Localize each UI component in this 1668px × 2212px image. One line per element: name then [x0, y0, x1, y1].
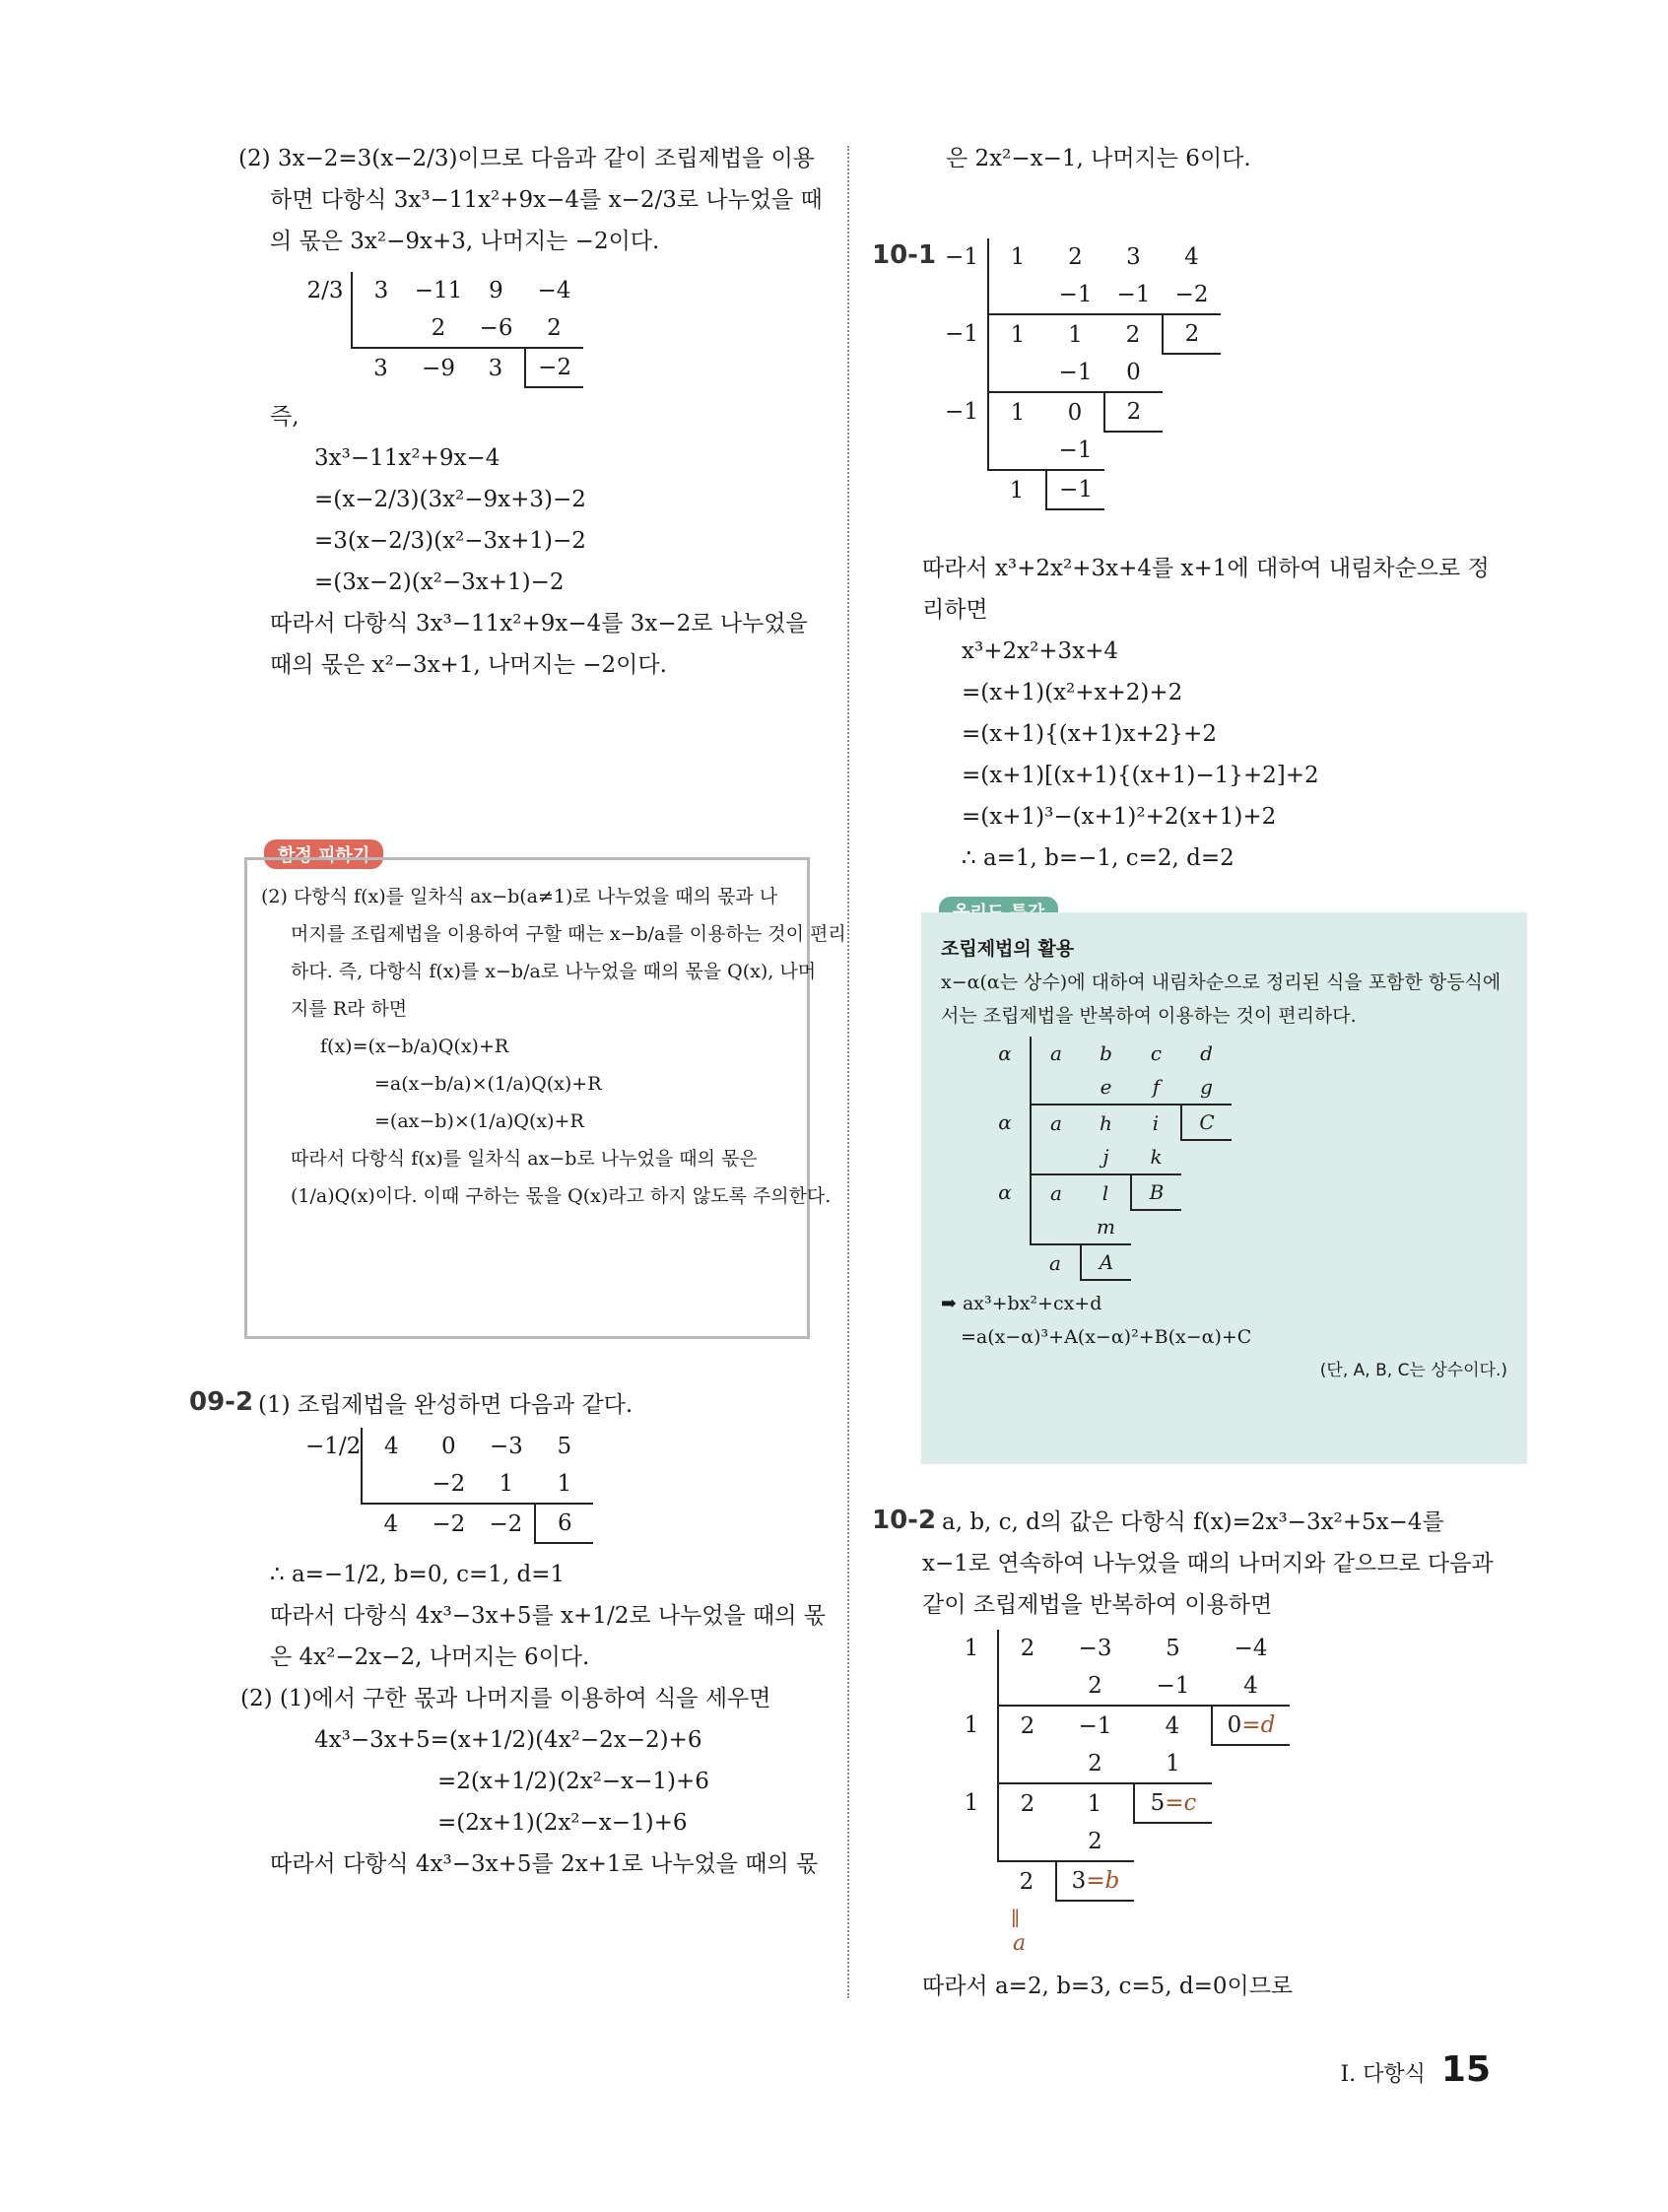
tip-sd-cell: f: [1131, 1070, 1181, 1105]
q09-after-2: 따라서 다항식 4x³−3x+5를 x+1/2로 나누었을 때의 몫: [270, 1603, 826, 1629]
tip-text-2: 서는 조립제법을 반복하여 이용하는 것이 편리하다.: [941, 1005, 1357, 1027]
q10-2-line: x−1로 연속하여 나누었을 때의 나머지와 같으므로 다음과: [922, 1551, 1494, 1576]
sd1-cell: −11: [414, 278, 463, 303]
sd3-cell: −1: [1046, 432, 1104, 470]
warn-line-6: =a(x−b/a)×(1/a)Q(x)+R: [374, 1073, 602, 1095]
sd1-cell: −6: [467, 309, 525, 348]
tip-synthetic-division: [980, 1037, 1232, 1281]
sd2-cell: [362, 1465, 420, 1504]
q10-1-line: x³+2x²+3x+4: [962, 638, 1119, 664]
sd2-cell: 1: [535, 1465, 593, 1504]
sd4-remainder-value: 3: [1071, 1868, 1087, 1894]
sd3-cell: −1: [1046, 276, 1104, 314]
sd3-divisor: −1: [945, 321, 978, 347]
sd2-cell: 0: [440, 1434, 456, 1459]
jeuk: 즉,: [270, 404, 300, 430]
right-top-line: 은 2x²−x−1, 나머지는 6이다.: [946, 146, 1251, 171]
tip-sd-cell: α: [998, 1110, 1012, 1134]
tip-sd-cell: m: [1081, 1210, 1131, 1244]
sd2-cell: 5: [557, 1434, 572, 1459]
tip-sd-cell: l: [1101, 1180, 1109, 1205]
sd4-label-c: =c: [1165, 1790, 1197, 1816]
sd3-cell: −2: [1163, 276, 1221, 314]
q09-after-1: ∴ a=−1/2, b=0, c=1, d=1: [270, 1562, 566, 1587]
sd4-cell: 4: [1212, 1667, 1290, 1706]
sd1-cell: −9: [422, 355, 455, 381]
sd3-cell: −1: [1104, 276, 1163, 314]
q10-1-line: =(x+1)(x²+x+2)+2: [962, 680, 1183, 705]
sd4-label-b: =b: [1086, 1868, 1120, 1894]
q09-after-5: 4x³−3x+5=(x+1/2)(4x²−2x−2)+6: [314, 1727, 702, 1753]
sd1-remainder: −2: [525, 348, 583, 387]
q10-1-line: =(x+1)[(x+1){(x+1)−1}+2]+2: [962, 763, 1319, 788]
sd4-cell: 4: [1165, 1712, 1180, 1739]
conclude-1: 따라서 다항식 3x³−11x²+9x−4를 3x−2로 나누었을: [270, 611, 808, 637]
sd2-cell: −2: [420, 1465, 477, 1504]
q10-2-line: a, b, c, d의 값은 다항식 f(x)=2x³−3x²+5x−4를: [942, 1509, 1444, 1535]
tip-sd-cell: a: [1031, 1105, 1081, 1140]
problem-tag-10-2: 10-2: [872, 1506, 937, 1535]
sd4-remainder-b: [1056, 1861, 1134, 1901]
sd1-cell: 3: [488, 355, 503, 381]
sd3-divisor: −1: [945, 399, 978, 425]
left-column: [240, 138, 822, 686]
sd3-cell: 0: [1067, 399, 1083, 426]
q09-after-7: =(2x+1)(2x²−x−1)+6: [437, 1810, 688, 1836]
sd4-cell: 2: [1056, 1745, 1134, 1783]
sd4-divisor: 1: [964, 1790, 979, 1816]
sd4-cell: 2: [998, 1706, 1056, 1745]
sd1-cell: −4: [537, 278, 571, 303]
sd4-cell: 2: [1056, 1667, 1134, 1706]
page-footer: [1340, 2049, 1491, 2090]
sd4-cell: −1: [1078, 1712, 1112, 1739]
q10-1-line: =(x+1)³−(x+1)²+2(x+1)+2: [962, 804, 1277, 830]
sd4-divisor: 1: [964, 1636, 979, 1661]
sd3-cell: 1: [988, 392, 1046, 432]
tip-result-2: =a(x−α)³+A(x−α)²+B(x−α)+C: [961, 1326, 1252, 1348]
sd4-cell: −3: [1078, 1636, 1112, 1661]
warn-line-2: 머지를 조립제법을 이용하여 구할 때는 x−b/a를 이용하는 것이 편리: [291, 923, 846, 945]
column-divider: [847, 146, 849, 1998]
tip-sd-cell: i: [1152, 1110, 1160, 1135]
tip-sd-cell: c: [1150, 1041, 1163, 1065]
sd4-label-a: a: [1013, 1931, 1027, 1956]
sd2-cell: −2: [432, 1510, 466, 1537]
tip-sd-cell: a: [1031, 1037, 1081, 1070]
synthetic-division-2: [305, 1428, 593, 1544]
tip-text-1: x−α(α는 상수)에 대하여 내림차순으로 정리된 식을 포함한 항등식에: [941, 972, 1501, 993]
synthetic-division-1: [300, 272, 583, 388]
q10-2-text: [867, 1502, 1507, 1626]
synthetic-division-4: [946, 1630, 1290, 1902]
chapter-label: Ⅰ. 다항식: [1340, 2062, 1426, 2087]
sd3-remainder: 2: [1104, 392, 1163, 432]
sd1-cell: 2: [410, 309, 467, 348]
sd2-cell: 4: [383, 1510, 399, 1537]
warning-badge: 함정 피하기: [264, 839, 383, 869]
q09-2-block: [240, 1384, 826, 1885]
sd4-cell: 1: [1134, 1745, 1212, 1783]
sd4-cell: −1: [1134, 1667, 1212, 1706]
warn-line-4: 지를 R라 하면: [291, 998, 408, 1020]
sd3-remainder: −1: [1046, 470, 1104, 509]
warn-line-7: =(ax−b)×(1/a)Q(x)+R: [374, 1110, 584, 1132]
q09-after-8: 따라서 다항식 4x³−3x+5를 2x+1로 나누었을 때의 몫: [270, 1851, 819, 1877]
conclude-2: 때의 몫은 x²−3x+1, 나머지는 −2이다.: [270, 652, 667, 678]
sd4-remainder-value: 5: [1150, 1790, 1166, 1816]
derive-4: =(3x−2)(x²−3x+1)−2: [314, 570, 565, 595]
sd3-cell: 1: [1068, 321, 1083, 348]
derive-3: =3(x−2/3)(x²−3x+1)−2: [314, 528, 586, 554]
derive-2: =(x−2/3)(3x²−9x+3)−2: [314, 487, 586, 512]
sd4-cell: −4: [1234, 1636, 1268, 1661]
tip-sd-cell: b: [1100, 1041, 1112, 1065]
sd3-remainder: 2: [1163, 314, 1221, 354]
sd1-divisor: 2/3: [306, 278, 344, 303]
tip-sd-cell: a: [1031, 1174, 1081, 1210]
p2-line-2: 하면 다항식 3x³−11x²+9x−4를 x−2/3로 나누었을 때: [270, 187, 823, 213]
sd3-cell: 1: [988, 314, 1046, 354]
q10-2-end-line: 따라서 a=2, b=3, c=5, d=0이므로: [922, 1974, 1294, 1999]
tip-result-3: (단, A, B, C는 상수이다.): [1319, 1361, 1507, 1380]
sd1-cell: 9: [489, 278, 503, 303]
q10-1-line: 따라서 x³+2x²+3x+4를 x+1에 대하여 내림차순으로 정: [922, 556, 1490, 581]
sd4-equals-mark: ∥: [1011, 1907, 1021, 1930]
tip-sd-cell: e: [1081, 1070, 1131, 1105]
tip-sd-cell: d: [1200, 1041, 1213, 1065]
sd4-cell: 2: [998, 1783, 1056, 1823]
sd4-label-d: =d: [1241, 1712, 1276, 1738]
warn-line-1: (2) 다항식 f(x)를 일차식 ax−b(a≠1)로 나누었을 때의 몫과 나: [261, 886, 778, 907]
sd3-cell: 2: [1125, 321, 1141, 348]
sd3-cell: −1: [1046, 354, 1104, 392]
sd1-cell: [352, 309, 410, 348]
q10-1-line: ∴ a=1, b=−1, c=2, d=2: [962, 845, 1234, 871]
q09-after-6: =2(x+1/2)(2x²−x−1)+6: [437, 1769, 709, 1794]
derive-1: 3x³−11x²+9x−4: [314, 445, 500, 471]
q10-1-text: [867, 548, 1507, 879]
warning-box: [244, 857, 846, 1339]
sd2-divisor: −1/2: [305, 1434, 362, 1459]
sd4-divisor: 1: [964, 1712, 979, 1738]
q09-after-4: (2) (1)에서 구한 몫과 나머지를 이용하여 식을 세우면: [240, 1686, 771, 1711]
problem-tag-10-1: 10-1: [872, 240, 937, 270]
p2-line-1: (2) 3x−2=3(x−2/3)이므로 다음과 같이 조립제법을 이용: [238, 146, 816, 171]
tip-sd-cell: j: [1081, 1140, 1131, 1174]
sd3-divisor: −1: [945, 244, 978, 270]
tip-sd-cell: α: [998, 1041, 1012, 1065]
tip-sd-remainder: A: [1081, 1244, 1131, 1280]
q10-2-line: 같이 조립제법을 반복하여 이용하면: [922, 1592, 1273, 1618]
tip-sd-cell: α: [998, 1180, 1012, 1204]
sd4-remainder-d: [1212, 1706, 1290, 1745]
q10-2-end: [867, 1966, 1507, 2007]
p2-line-3: 의 몫은 3x²−9x+3, 나머지는 −2이다.: [270, 229, 660, 254]
sd3-cell: 4: [1184, 244, 1199, 270]
tip-sd-remainder: B: [1131, 1174, 1181, 1210]
warn-line-8: 따라서 다항식 f(x)를 일차식 ax−b로 나누었을 때의 몫은: [291, 1148, 758, 1170]
sd4-cell: 2: [1019, 1868, 1034, 1895]
sd1-cell: 3: [373, 355, 388, 381]
sd4-remainder-c: [1134, 1783, 1212, 1823]
sd2-cell: −3: [489, 1434, 523, 1459]
q10-1-line: =(x+1){(x+1)x+2}+2: [962, 721, 1217, 747]
tip-sd-cell: k: [1131, 1140, 1181, 1174]
sd3-cell: 1: [1009, 477, 1025, 503]
tip-box: [921, 912, 1527, 1464]
tip-title: 조립제법의 활용: [941, 938, 1075, 960]
tip-sd-cell: g: [1181, 1070, 1232, 1105]
warn-line-9: (1/a)Q(x)이다. 이때 구하는 몫을 Q(x)라고 하지 않도록 주의한다.: [291, 1185, 832, 1207]
sd3-cell: 1: [988, 238, 1046, 276]
sd4-cell: 2: [998, 1630, 1056, 1667]
tip-sd-cell: a: [1049, 1250, 1061, 1275]
synthetic-division-3: [936, 238, 1221, 510]
right-column: [867, 138, 1507, 179]
tip-result-1: ➡ ax³+bx²+cx+d: [941, 1293, 1102, 1314]
tip-sd-remainder: C: [1181, 1105, 1232, 1140]
sd2-cell: 4: [362, 1428, 420, 1465]
sd3-cell: 3: [1126, 244, 1141, 270]
sd3-cell: 2: [1068, 244, 1083, 270]
page-number: 15: [1440, 2049, 1491, 2090]
sd2-remainder: 6: [535, 1504, 593, 1543]
sd3-cell: 0: [1104, 354, 1163, 392]
q10-1-line: 리하면: [922, 597, 988, 623]
problem-tag-09-2: 09-2: [189, 1387, 254, 1417]
sd1-cell: 3: [352, 272, 410, 309]
warn-line-5: f(x)=(x−b/a)Q(x)+R: [320, 1036, 509, 1057]
sd4-cell: 2: [1056, 1823, 1134, 1861]
tip-sd-cell: h: [1100, 1110, 1112, 1135]
sd2-cell: −2: [489, 1510, 523, 1537]
q09-intro: (1) 조립제법을 완성하면 다음과 같다.: [258, 1392, 634, 1418]
sd4-remainder-value: 0: [1227, 1712, 1242, 1738]
sd2-cell: 1: [477, 1465, 535, 1504]
sd4-cell: 5: [1166, 1636, 1180, 1661]
warn-line-3: 하다. 즉, 다항식 f(x)를 x−b/a로 나누었을 때의 몫을 Q(x), 나머: [291, 961, 817, 982]
q09-after-3: 은 4x²−2x−2, 나머지는 6이다.: [270, 1644, 590, 1670]
sd1-cell: 2: [525, 309, 583, 348]
sd4-cell: 1: [1087, 1790, 1102, 1817]
